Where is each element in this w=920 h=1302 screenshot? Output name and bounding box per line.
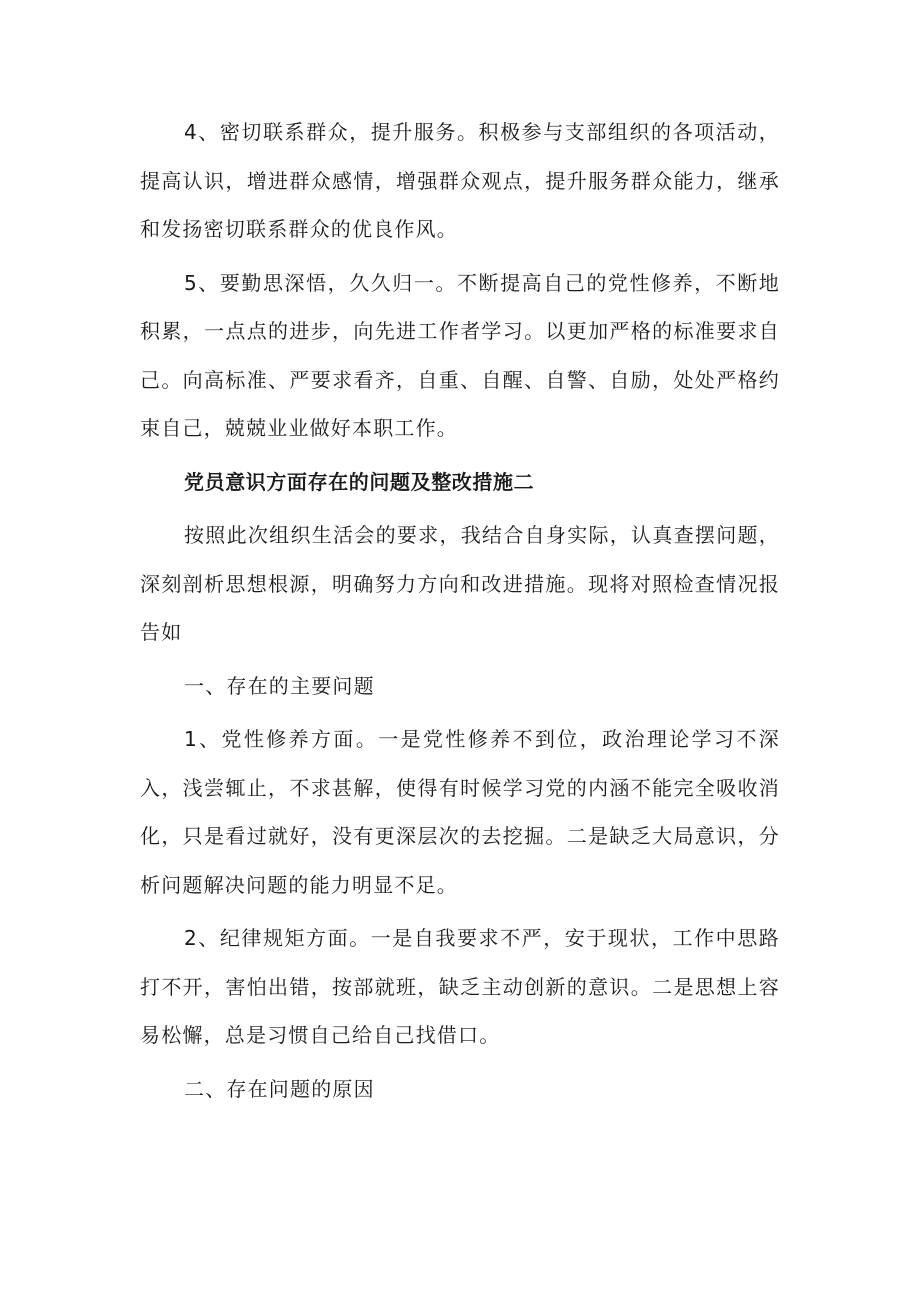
paragraph-party-cultivation: 1、党性修养方面。一是党性修养不到位，政治理论学习不深入，浅尝辄止，不求甚解，使得有时候学习党的内涵不能完全吸收消化，只是看过就好，没有更深层次的去挖掘。二是缺乏大局意识，分析问题解决问题的能力明显不足。 (140, 727, 780, 897)
subheading-main-problems: 一、存在的主要问题 (184, 673, 375, 698)
document-page (140, 108, 780, 1118)
intro-paragraph: 按照此次组织生活会的要求，我结合自身实际，认真查摆问题，深刻剖析思想根源，明确努力方向和改进措施。现将对照检查情况报告如 (140, 523, 780, 644)
paragraph-discipline-rules: 2、纪律规矩方面。一是自我要求不严，安于现状，工作中思路打不开，害怕出错，按部就班，缺乏主动创新的意识。二是思想上容易松懈，总是习惯自己给自己找借口。 (140, 926, 780, 1047)
paragraph-item-4: 4、密切联系群众，提升服务。积极参与支部组织的各项活动，提高认识，增进群众感情，增强群众观点，提升服务群众能力，继承和发扬密切联系群众的优良作风。 (140, 120, 780, 241)
subheading-problem-causes: 二、存在问题的原因 (184, 1076, 375, 1101)
paragraph-item-5: 5、要勤思深悟，久久归一。不断提高自己的党性修养，不断地积累，一点点的进步，向先进工作者学习。以更加严格的标准要求自己。向高标准、严要求看齐，自重、自醒、自警、自励，处处严格约束自己，兢兢业业做好本职工作。 (140, 270, 780, 440)
section-heading: 党员意识方面存在的问题及整改措施二 (184, 469, 535, 494)
